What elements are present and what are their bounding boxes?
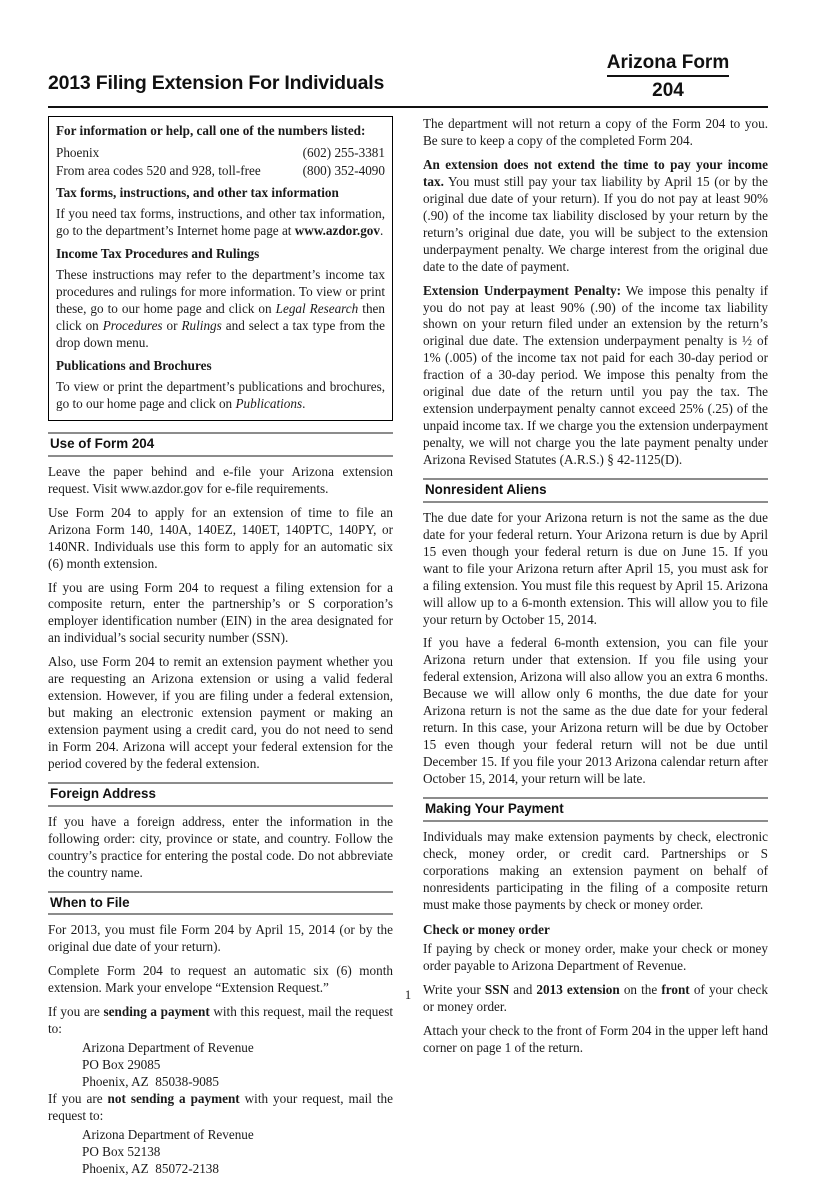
phone-row bbox=[56, 144, 385, 161]
not-sending-payment-text-a: If you are bbox=[48, 1090, 108, 1106]
legal-research-link: Legal Research bbox=[275, 301, 359, 317]
address-without-payment bbox=[48, 1127, 393, 1178]
not-sending-payment-text-b: with your request, mail the request to: bbox=[48, 1090, 394, 1123]
address-line: Arizona Department of Revenue bbox=[82, 1126, 254, 1142]
making-payment-paragraph: Individuals may make extension payments by check, electronic check, money order, or credit card. Partnerships or S corporations making an extension payment on behalf of nonresidents participating in the filing of a composite return must make those payments by check or money order. bbox=[423, 828, 768, 912]
pubs-text-a: To view or print the department’s publications and brochures, go to our home page and click on bbox=[56, 379, 385, 412]
extension-not-time-to-pay-text: You must still pay your tax liability by April 15 (or by the original due date of your return). If you do not pay at least 90% (.90) of the income tax liability disclosed by your return by the return’s original due date, you will be subject to the extension underpayment penalty. We charge interest from the original due date to the date of payment. bbox=[423, 173, 768, 274]
underpayment-penalty-text: We impose this penalty if you do not pay at least 90% (.90) of the income tax liability shown on your return filed under an extension by the return’s original due date. The extension underpayment penalty is ½ of 1% (.005) of the income tax not paid for each 30-day period or fraction of a 30-day period. We impose this penalty from the original due date of the return until you pay the tax. The extension underpayment penalty cannot exceed 25% (.25) of the unpaid income tax. If we charge you the extension underpayment penalty, we will not charge you the late payment penalty under Arizona Revised Statutes (A.R.S.) § 42-1125(D). bbox=[423, 282, 768, 468]
right-column bbox=[423, 116, 768, 1056]
form-identifier bbox=[568, 52, 768, 104]
underpayment-penalty-paragraph bbox=[423, 283, 768, 469]
form-label: Arizona Form bbox=[607, 52, 729, 77]
procedures-link: Procedures bbox=[102, 318, 163, 334]
page-title: 2013 Filing Extension For Individuals bbox=[48, 72, 385, 94]
tax-forms-text-b: . bbox=[380, 223, 384, 239]
extension-not-time-to-pay-paragraph bbox=[423, 157, 768, 276]
write-ssn-text-a: Write your bbox=[423, 981, 485, 997]
pubs-text-b: . bbox=[302, 396, 306, 412]
contact-info-box bbox=[48, 116, 393, 421]
publications-link: Publications bbox=[235, 396, 303, 412]
ssn-emphasis: SSN bbox=[484, 981, 510, 997]
when-to-file-paragraph: Complete Form 204 to request an automatic six (6) month extension. Mark your envelope “Extension Request.” bbox=[48, 963, 393, 996]
sending-payment-paragraph bbox=[48, 1004, 393, 1038]
rulings-text-c: or bbox=[162, 318, 182, 334]
address-line: PO Box 52138 bbox=[82, 1143, 161, 1159]
not-sending-payment-emphasis: not sending a payment bbox=[107, 1090, 240, 1106]
section-heading-foreign-address: Foreign Address bbox=[48, 782, 393, 807]
contact-info-heading: For information or help, call one of the numbers listed: bbox=[56, 123, 366, 138]
phone-number-phoenix: (602) 255-3381 bbox=[302, 145, 385, 161]
sending-payment-text-b: with this request, mail the request to: bbox=[48, 1004, 393, 1037]
procedures-rulings-heading: Income Tax Procedures and Rulings bbox=[56, 246, 260, 262]
address-with-payment bbox=[48, 1040, 393, 1091]
section-heading-nonresident-aliens: Nonresident Aliens bbox=[423, 478, 768, 503]
front-emphasis: front bbox=[661, 981, 690, 997]
sending-payment-text-a: If you are bbox=[48, 1004, 104, 1020]
address-line: PO Box 29085 bbox=[82, 1056, 161, 1072]
procedures-rulings-text bbox=[56, 267, 385, 352]
write-ssn-text-c: on the bbox=[619, 981, 662, 997]
masthead-divider bbox=[48, 106, 768, 108]
azdor-website: www.azdor.gov bbox=[294, 223, 380, 239]
section-heading-use-of-form-204: Use of Form 204 bbox=[48, 432, 393, 457]
rulings-text-b: then click on bbox=[56, 301, 385, 334]
publications-heading: Publications and Brochures bbox=[56, 357, 212, 373]
keep-copy-paragraph: The department will not return a copy of the Form 204 to you. Be sure to keep a copy of the completed Form 204. bbox=[423, 116, 768, 148]
left-column bbox=[48, 116, 393, 1178]
extension-not-time-to-pay-emphasis: An extension does not extend the time to pay your income tax. bbox=[423, 156, 768, 189]
sending-payment-emphasis: sending a payment bbox=[103, 1004, 210, 1020]
phone-row bbox=[56, 162, 385, 179]
publications-text bbox=[56, 379, 385, 413]
form-number: 204 bbox=[652, 79, 684, 101]
address-line: Arizona Department of Revenue bbox=[82, 1040, 254, 1056]
when-to-file-paragraph: For 2013, you must file Form 204 by April 15, 2014 (or by the original due date of your return). bbox=[48, 922, 393, 955]
nonresident-aliens-paragraph: If you have a federal 6-month extension, you can file your Arizona return under that extension. If you file using your federal extension, Arizona will also allow you an extra 6 months. Because we will allow only 6 months, the due date for your Arizona return is not the same as the due date for your federal return. In this case, your Arizona return will be due by October 15 even though your federal return will not be due until December 15. If you file your 2013 Arizona calendar return after October 15, 2014, your return will be late. bbox=[423, 635, 768, 787]
check-or-money-order-heading: Check or money order bbox=[423, 921, 550, 937]
tax-forms-text-a: If you need tax forms, instructions, and other tax information, go to the department’s Internet home page at bbox=[56, 206, 385, 239]
tax-forms-heading: Tax forms, instructions, and other tax information bbox=[56, 185, 339, 200]
masthead bbox=[48, 52, 768, 104]
phone-label-tollfree: From area codes 520 and 928, toll-free bbox=[56, 162, 261, 178]
use-of-form-paragraph: Leave the paper behind and e-file your Arizona extension request. Visit www.azdor.gov for e-file requirements. bbox=[48, 463, 393, 496]
use-of-form-paragraph: Also, use Form 204 to remit an extension payment whether you are requesting an Arizona extension or using a valid federal extension. However, if you are filing under a federal extension, but making an electronic extension payment or making an extension payment using a credit card, you do not need to send in Form 204. Arizona will accept your federal extension for the period covered by the federal extension. bbox=[48, 654, 393, 772]
phone-number-tollfree: (800) 352-4090 bbox=[302, 162, 385, 178]
underpayment-penalty-label: Extension Underpayment Penalty: bbox=[423, 282, 621, 298]
rulings-text-a: These instructions may refer to the department’s income tax procedures and rulings for more information. To view or print these, go to our home page and click on bbox=[56, 267, 385, 317]
page-number: 1 bbox=[404, 988, 412, 1002]
nonresident-aliens-paragraph: The due date for your Arizona return is not the same as the due date for your federal return. Your Arizona return is due by April 15 even though your federal return is due on June 15. If you want to file your Arizona return after April 15, you must ask for a filing extension. You must file this request by April 15. Arizona will allow up to a 6-month extension. This will allow you to file your return by October 15, 2014. bbox=[423, 509, 768, 627]
foreign-address-paragraph: If you have a foreign address, enter the information in the following order: city, province or state, and country. Follow the country’s practice for entering the postal code. Do not abbreviate the country name. bbox=[48, 813, 393, 880]
write-ssn-text-b: and bbox=[509, 981, 537, 997]
write-ssn-text-d: of your check or money order. bbox=[423, 981, 768, 1014]
use-of-form-paragraph: Use Form 204 to apply for an extension of time to file an Arizona Form 140, 140A, 140EZ, 140ET, 140PTC, 140PY, or 140NR. Individuals use this form to apply for an automatic six (6) month extension. bbox=[48, 504, 393, 571]
use-of-form-paragraph: If you are using Form 204 to request a filing extension for a composite return, enter the partnership’s or S corporation’s employer identification number (EIN) in the area designated for an individual’s social security number (SSN). bbox=[48, 579, 393, 646]
not-sending-payment-paragraph bbox=[48, 1091, 393, 1125]
tax-forms-text bbox=[56, 206, 385, 240]
phone-label-phoenix: Phoenix bbox=[56, 145, 100, 161]
extension-year-emphasis: 2013 extension bbox=[536, 981, 620, 997]
rulings-text-d: and select a tax type from the drop down menu. bbox=[56, 318, 385, 351]
section-heading-making-your-payment: Making Your Payment bbox=[423, 797, 768, 822]
address-line: Phoenix, AZ 85038-9085 bbox=[82, 1073, 219, 1089]
check-payable-paragraph: If paying by check or money order, make your check or money order payable to Arizona Department of Revenue. bbox=[423, 940, 768, 973]
attach-check-paragraph: Attach your check to the front of Form 204 in the upper left hand corner on page 1 of the return. bbox=[423, 1022, 768, 1055]
section-heading-when-to-file: When to File bbox=[48, 891, 393, 916]
rulings-link: Rulings bbox=[181, 318, 222, 334]
address-line: Phoenix, AZ 85072-2138 bbox=[82, 1160, 219, 1176]
